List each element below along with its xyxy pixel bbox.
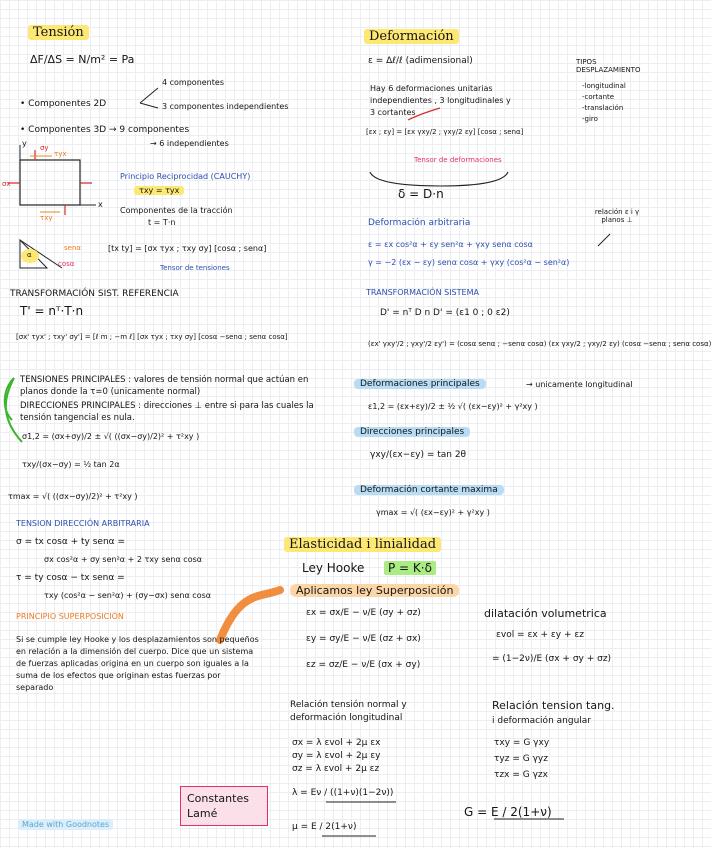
def-arb-eq1: ε = εx cos²α + εy sen²α + γxy senα cosα <box>368 240 533 249</box>
tan2-eq: γxy/(εx−εy) = tan 2θ <box>370 450 467 460</box>
axis-y-label: y <box>22 139 27 148</box>
tipo-3: -giro <box>582 115 598 123</box>
def-princ-note: → unicamente longitudinal <box>526 380 633 389</box>
eps12-eq: ε1,2 = (εx+εy)/2 ± ½ √( (εx−εy)² + γ²xy ) <box>368 402 538 411</box>
rel-tang-title1: Relación tension tang. <box>492 699 615 712</box>
txy-eq: τxy = G γxy <box>494 738 550 748</box>
tyz-eq: τyz = G γyz <box>494 754 548 764</box>
def-dir-title: Direcciones principales <box>354 427 470 437</box>
cauchy-title: Principio Reciprocidad (CAUCHY) <box>120 172 251 181</box>
rel-norm-title2: deformación longitudinal <box>290 713 403 723</box>
tzx-eq: τzx = G γzx <box>494 770 548 780</box>
tau-yx-label: τyx <box>54 150 67 158</box>
sigma-y-label: σy <box>40 144 49 152</box>
comp3d-label: • Componentes 3D → 9 componentes <box>20 125 190 135</box>
ey-eq: εy = σy/E − ν/E (σz + σx) <box>306 634 421 644</box>
arb-eq1: σ = tx cosα + ty senα = <box>16 537 126 547</box>
rel-norm-title1: Relación tensión normal y <box>290 700 407 710</box>
mu-eq: μ = E / 2(1+ν) <box>292 822 357 832</box>
comp2d-a: 4 componentes <box>162 78 224 87</box>
tipos-title: TIPOS DESPLAZAMIENTO <box>576 58 641 75</box>
principal-stress-def: TENSIONES PRINCIPALES : valores de tensión normal que actúan en planos donde la τ=0 (unicamente normal) <box>20 375 309 397</box>
stress-element <box>20 160 80 205</box>
def-eq: ε = Δℓ/ℓ (adimensional) <box>368 56 473 66</box>
def-brace <box>370 172 508 186</box>
gmax-eq: γmax = √( (εx−εy)² + γ²xy ) <box>376 508 490 517</box>
sigma-x-label: σx <box>2 180 11 188</box>
dil-eq2: = (1−2ν)/E (σx + σy + σz) <box>492 654 612 664</box>
sx-eq: σx = λ εvol + 2μ εx <box>292 738 381 748</box>
transf-eq: T' = nᵀ·T·n <box>20 304 84 318</box>
lambda-eq: λ = Eν / ((1+ν)(1−2ν)) <box>292 788 394 798</box>
comp3d-b: → 6 independientes <box>150 139 229 148</box>
wedge-alpha: α <box>27 251 32 259</box>
tan2a-eq: τxy/(σx−σy) = ½ tan 2α <box>22 460 120 469</box>
def-transf-matrix: (εx' γxy'/2 ; γxy'/2 εy') = (cosα senα ; −senα cosα) (εx γxy/2 ; γxy/2 εy) (cosα −senα ; senα cosα) <box>368 340 711 348</box>
sigma12-eq: σ1,2 = (σx+σy)/2 ± √( ((σx−σy)/2)² + τ²xy ) <box>22 432 200 441</box>
principal-dir-def: DIRECCIONES PRINCIPALES : direcciones ⊥ entre si para las cuales la tensión tangencial es nula. <box>20 401 314 423</box>
def-transf-title: TRANSFORMACIÓN SISTEMA <box>366 288 479 297</box>
arb-eq2: σx cos²α + σy sen²α + 2 τxy senα cosα <box>44 555 203 564</box>
def-tensor-note: Tensor de deformaciones <box>414 156 502 164</box>
ex-eq: εx = σx/E − ν/E (σy + σz) <box>306 608 421 618</box>
def-princ-title: Deformaciones principales <box>354 379 486 389</box>
comp2d-label: • Componentes 2D <box>20 99 107 109</box>
def-arb-eq2: γ = −2 (εx − εy) senα cosα + γxy (cos²α − sen²α) <box>368 258 570 267</box>
dil-eq1: εvol = εx + εy + εz <box>496 630 584 640</box>
def-matrix: [εx ; εy] = [εx γxy/2 ; γxy/2 εy] [cosα ; senα] <box>366 128 524 136</box>
superposition-text: Si se cumple ley Hooke y los desplazamientos son pequeños en relación a la dimensión del cuerpo. Dice que un sistema de fuerzas aplicadas origina en un cuerpo son iguales a la suma de los efectos que originan estas fuerzas por separado <box>16 635 259 692</box>
arb-eq3: τ = ty cosα − tx senα = <box>16 573 125 583</box>
def-arb-title: Deformación arbitraria <box>368 218 471 228</box>
def-transf-eq: D' = nᵀ D n D' = (ε1 0 ; 0 ε2) <box>380 308 510 318</box>
def-text3: 3 cortantes <box>370 108 416 117</box>
dil-title: dilatación volumetrica <box>484 607 607 620</box>
traction-eq: t = T·n <box>148 218 176 227</box>
watermark: Made with Goodnotes <box>18 820 113 829</box>
tau-xy-label: τxy <box>40 214 53 222</box>
transf-matrix: [σx' τyx' ; τxy' σy'] = [ℓ m ; −m ℓ] [σx τyx ; τxy σy] [cosα −senα ; senα cosα] <box>16 333 288 341</box>
ez-eq: εz = σz/E − ν/E (σx + σy) <box>306 660 421 670</box>
g-eq: G = E / 2(1+ν) <box>464 805 552 819</box>
def-max-title: Deformación cortante maxima <box>354 485 504 495</box>
transf-title: TRANSFORMACIÓN SIST. REFERENCIA <box>10 289 179 299</box>
wedge-cos: cosα <box>58 260 75 268</box>
hooke-eq: P = K·δ <box>384 562 436 576</box>
sz-eq: σz = λ εvol + 2μ εz <box>292 764 380 774</box>
elast-title: Elasticidad i linialidad <box>284 538 441 553</box>
axis-x-label: x <box>98 200 103 209</box>
d-eq: δ = D·n <box>398 187 444 201</box>
def-text2: independientes , 3 longitudinales y <box>370 96 511 105</box>
cauchy-eq: τxy = τyx <box>134 186 184 195</box>
wedge-sen: senα <box>64 244 82 252</box>
rel-note: relación ε i γ planos ⊥ <box>594 208 640 225</box>
tipo-2: -translación <box>582 104 624 112</box>
rel-tang-title2: i deformación angular <box>492 716 591 726</box>
superposition-title: PRINCIPIO SUPERPOSICIÓN <box>16 612 124 621</box>
superposition-connector <box>220 590 280 640</box>
def-text1: Hay 6 deformaciones unitarias <box>370 84 493 93</box>
hooke-label: Ley Hooke <box>302 561 365 575</box>
lame-box-label: Constantes Lamé <box>187 792 249 820</box>
comp2d-b: 3 componentes independientes <box>162 102 289 111</box>
arb-eq4: τxy (cos²α − sen²α) + (σy−σx) senα cosα <box>44 591 212 600</box>
apl-title: Aplicamos ley Superposición <box>290 585 459 598</box>
branch-arrow-up <box>140 88 158 103</box>
tipo-0: -longitudinal <box>582 82 626 90</box>
branch-arrow-down <box>140 103 158 108</box>
sy-eq: σy = λ εvol + 2μ εy <box>292 751 381 761</box>
traction-title: Componentes de la tracción <box>120 206 233 215</box>
tensor-note: Tensor de tensiones <box>160 264 230 272</box>
tension-def: ΔF/ΔS = N/m² = Pa <box>30 53 135 66</box>
taumax-eq: τmax = √( ((σx−σy)/2)² + τ²xy ) <box>8 492 138 501</box>
def-title: Deformación <box>364 30 459 45</box>
tensor-matrix: [tx ty] = [σx τyx ; τxy σy] [cosα ; senα] <box>108 244 267 253</box>
lame-box <box>180 786 268 826</box>
tipo-1: -cortante <box>582 93 615 101</box>
tension-title: Tensión <box>28 26 89 41</box>
arb-title: TENSION DIRECCIÓN ARBITRARIA <box>16 519 150 528</box>
